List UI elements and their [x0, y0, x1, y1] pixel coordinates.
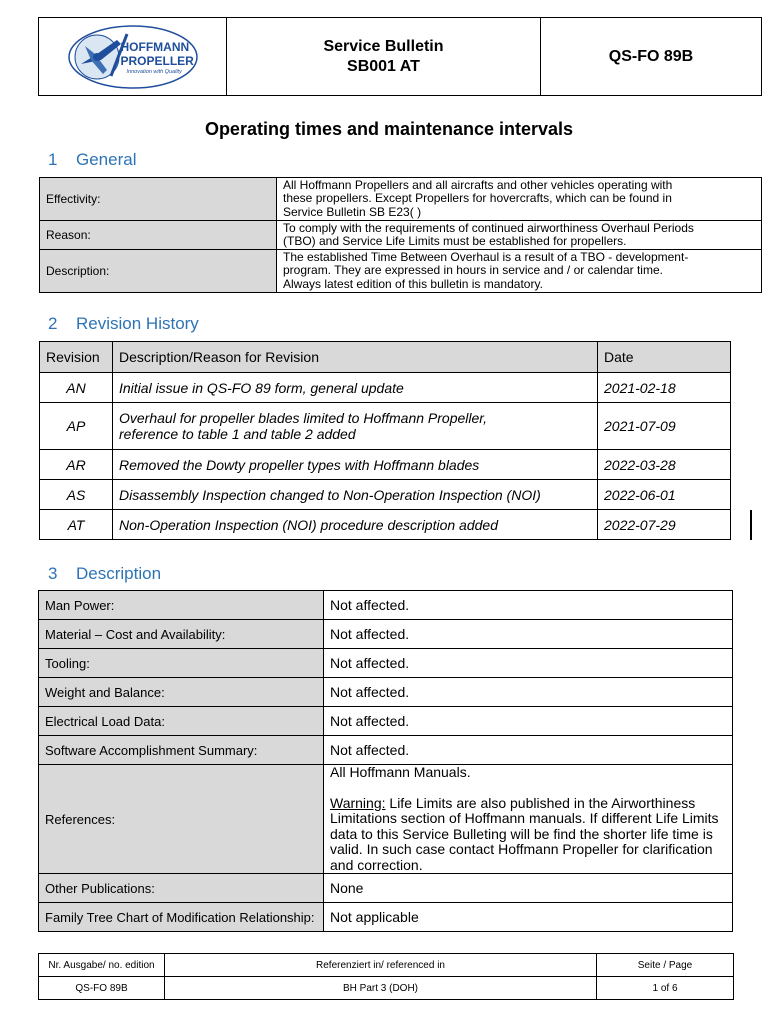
- section-title: Revision History: [76, 314, 199, 333]
- general-label: Effectivity:: [40, 178, 277, 221]
- column-header-description: Description/Reason for Revision: [113, 342, 598, 373]
- document-code: QS-FO 89B: [608, 47, 694, 65]
- footer-page-value: 1 of 6: [597, 977, 734, 1000]
- table-row: [40, 480, 731, 510]
- description-value: Not affected.: [324, 736, 733, 765]
- footer-reference-value: BH Part 3 (DOH): [165, 977, 597, 1000]
- table-row: [39, 649, 733, 678]
- text-line: Always latest edition of this bulletin is mandatory.: [283, 276, 543, 291]
- document-header: [38, 17, 762, 96]
- footer-reference-label: Referenziert in/ referenced in: [165, 954, 597, 977]
- description-value: Not affected.: [324, 620, 733, 649]
- table-row: [40, 373, 731, 403]
- bulletin-title-cell: [227, 18, 541, 95]
- section-number: 2: [48, 314, 58, 333]
- description-label: Material – Cost and Availability:: [39, 620, 324, 649]
- section-title: Description: [76, 564, 162, 583]
- table-row: [39, 591, 733, 620]
- description-label: Electrical Load Data:: [39, 707, 324, 736]
- description-label: References:: [39, 765, 324, 874]
- description-label: Weight and Balance:: [39, 678, 324, 707]
- revision-date: 2021-07-09: [598, 403, 731, 450]
- text-line: data to this Service Bulleting will be find the shorter life time is: [330, 825, 713, 842]
- section-number: 3: [48, 564, 58, 583]
- text-line: and correction.: [330, 856, 423, 873]
- text-line: The established Time Between Overhaul is a result of a TBO - development-: [283, 249, 689, 264]
- table-row: [39, 874, 733, 903]
- revision-description: Disassembly Inspection changed to Non-Operation Inspection (NOI): [113, 480, 598, 510]
- text-line: program. They are expressed in hours in service and / or calendar time.: [283, 263, 663, 278]
- footer-page-label: Seite / Page: [597, 954, 734, 977]
- revision-code: AR: [40, 450, 113, 480]
- footer-value-row: [39, 977, 734, 1000]
- general-value: [277, 178, 762, 221]
- section-heading-general: [48, 150, 136, 170]
- footer-edition-label: Nr. Ausgabe/ no. edition: [39, 954, 165, 977]
- revision-description: Non-Operation Inspection (NOI) procedure description added: [113, 510, 598, 540]
- logo-cell: [39, 18, 227, 95]
- references-value: [324, 765, 733, 874]
- revision-description: Initial issue in QS-FO 89 form, general update: [113, 373, 598, 403]
- text-line: valid. In such case contact Hoffmann Propeller for clarification: [330, 841, 713, 857]
- text-line: Life Limits are also published in the Airworthiness: [385, 794, 696, 811]
- bulletin-number: SB001 AT: [347, 57, 420, 75]
- general-value: [277, 250, 762, 293]
- logo-tagline: Innovation with Quality: [126, 68, 182, 75]
- bulletin-title: Service Bulletin: [323, 37, 444, 55]
- revision-date: 2022-06-01: [598, 480, 731, 510]
- general-label: Description:: [40, 250, 277, 293]
- change-bar: [750, 510, 752, 540]
- description-value: Not affected.: [324, 591, 733, 620]
- general-value: [277, 221, 762, 250]
- table-header-row: [40, 342, 731, 373]
- section-title: General: [76, 150, 137, 169]
- general-table: [39, 177, 762, 293]
- revision-code: AP: [40, 403, 113, 450]
- revision-history-table: [39, 341, 731, 540]
- column-header-date: Date: [598, 342, 731, 373]
- spacer: [330, 781, 726, 796]
- text-line: Service Bulletin SB E23( ): [283, 204, 422, 219]
- footer-header-row: [39, 954, 734, 977]
- description-value: None: [324, 874, 733, 903]
- revision-description: [113, 403, 598, 450]
- table-row: [39, 903, 733, 932]
- text-line: Overhaul for propeller blades limited to Hoffmann Propeller,: [119, 410, 488, 426]
- general-label: Reason:: [40, 221, 277, 250]
- section-heading-description: [48, 564, 161, 584]
- text-line: Limitations section of Hoffmann manuals. If different Life Limits: [330, 810, 719, 826]
- warning-label: Warning:: [330, 794, 386, 811]
- text-line: (TBO) and Service Life Limits must be established for propellers.: [283, 234, 627, 248]
- description-label: Tooling:: [39, 649, 324, 678]
- description-value: Not affected.: [324, 678, 733, 707]
- description-value: Not affected.: [324, 649, 733, 678]
- footer-table: [38, 953, 734, 1000]
- revision-code: AS: [40, 480, 113, 510]
- table-row: [39, 765, 733, 874]
- hoffmann-propeller-logo: [67, 24, 199, 90]
- description-label: Man Power:: [39, 591, 324, 620]
- section-number: 1: [48, 150, 58, 169]
- table-row: [40, 250, 762, 293]
- references-text: All Hoffmann Manuals.: [330, 764, 471, 780]
- text-line: reference to table 1 and table 2 added: [119, 426, 356, 442]
- revision-description: Removed the Dowty propeller types with Hoffmann blades: [113, 450, 598, 480]
- table-row: [40, 403, 731, 450]
- revision-code: AN: [40, 373, 113, 403]
- footer-edition-value: QS-FO 89B: [39, 977, 165, 1000]
- table-row: [39, 736, 733, 765]
- column-header-revision: Revision: [40, 342, 113, 373]
- section-heading-revision-history: [48, 314, 199, 334]
- description-table: [38, 590, 733, 932]
- revision-date: 2021-02-18: [598, 373, 731, 403]
- table-row: [40, 221, 762, 250]
- description-label: Software Accomplishment Summary:: [39, 736, 324, 765]
- table-row: [39, 678, 733, 707]
- description-label: Family Tree Chart of Modification Relationship:: [39, 903, 324, 932]
- table-row: [39, 707, 733, 736]
- description-value: Not applicable: [324, 903, 733, 932]
- revision-date: 2022-03-28: [598, 450, 731, 480]
- text-line: these propellers. Except Propellers for hovercrafts, which can be found in: [283, 191, 672, 206]
- page-title: Operating times and maintenance intervals: [204, 119, 574, 139]
- revision-code: AT: [40, 510, 113, 540]
- table-row: [40, 450, 731, 480]
- description-label: Other Publications:: [39, 874, 324, 903]
- table-row: [40, 510, 731, 540]
- description-value: Not affected.: [324, 707, 733, 736]
- warning-line: [330, 796, 726, 812]
- text-line: To comply with the requirements of continued airworthiness Overhaul Periods: [283, 220, 694, 235]
- logo-text-propeller: PROPELLER: [120, 53, 194, 68]
- logo-text-hoffmann: HOFFMANN: [120, 39, 190, 54]
- table-row: [39, 620, 733, 649]
- revision-date: 2022-07-29: [598, 510, 731, 540]
- table-row: [40, 178, 762, 221]
- text-line: All Hoffmann Propellers and all aircrafts and other vehicles operating with: [283, 177, 673, 192]
